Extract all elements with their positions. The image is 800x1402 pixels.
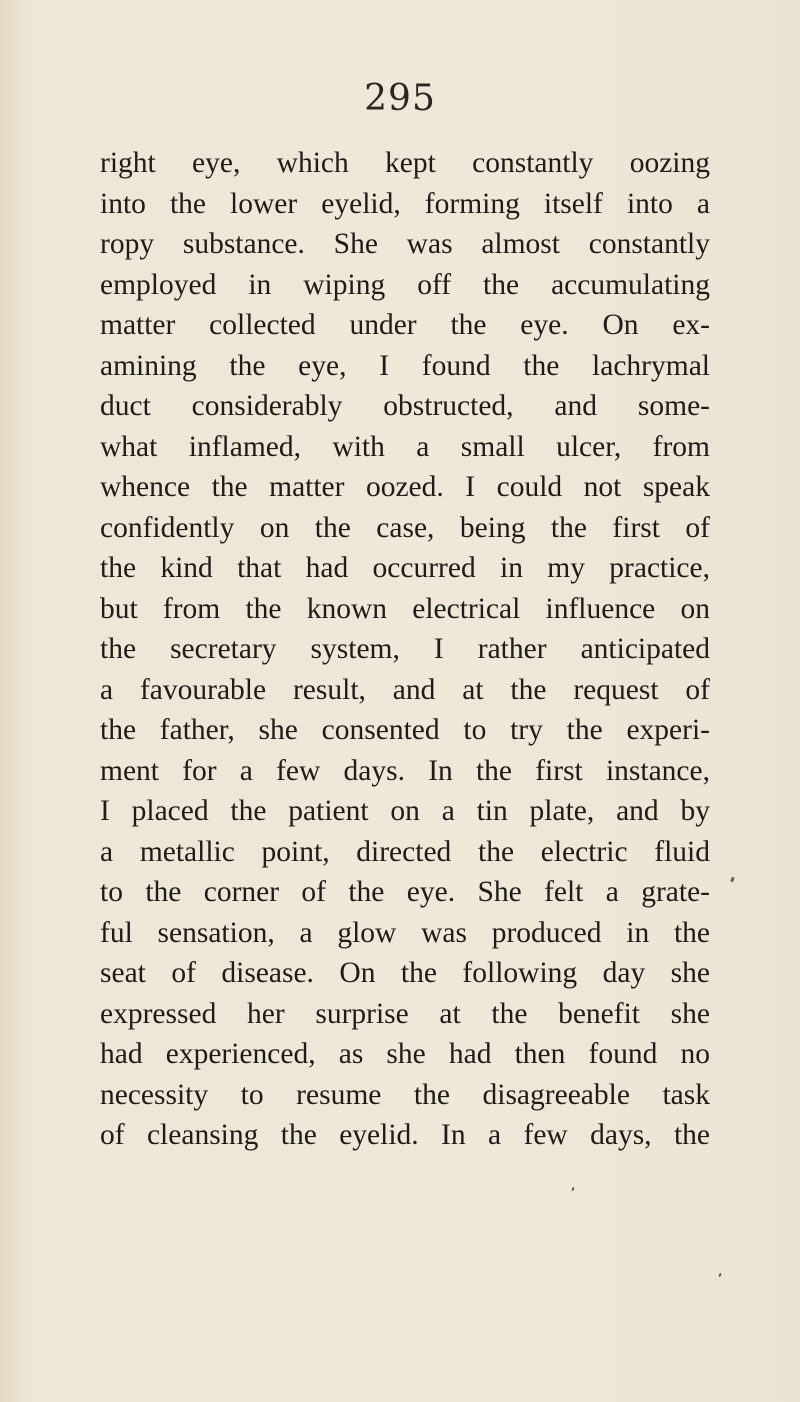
text-line: seat of disease. On the following day she (100, 957, 710, 989)
text-line: employed in wiping off the accumulating (100, 268, 710, 301)
text-line: the secretary system, I rather anticipated (100, 633, 710, 665)
text-line: the kind that had occurred in my practice, (100, 552, 710, 584)
paper-speck (718, 1273, 721, 1277)
text-line: amining the eye, I found the lachrymal (100, 349, 710, 382)
text-line: ment for a few days. In the first instance, (100, 754, 710, 787)
body-text (100, 143, 710, 1156)
text-line: the father, she consented to try the experi- (100, 714, 710, 746)
text-line: right eye, which kept constantly oozing (100, 147, 710, 179)
page-number: 295 (364, 78, 436, 119)
text-line: ful sensation, a glow was produced in the (100, 916, 710, 949)
text-line: duct considerably obstructed, and some- (100, 390, 710, 422)
text-line: but from the known electrical influence on (100, 592, 710, 625)
text-line: into the lower eyelid, forming itself into a (100, 187, 710, 220)
text-line: I placed the patient on a tin plate, and by (100, 795, 710, 827)
text-line: expressed her surprise at the benefit she (100, 997, 710, 1030)
paper-speck (571, 1187, 574, 1191)
text-line: ropy substance. She was almost constantly (100, 228, 710, 260)
paper-speck (730, 877, 735, 883)
text-line: confidently on the case, being the first of (100, 511, 710, 544)
text-line: matter collected under the eye. On ex- (100, 309, 710, 341)
text-line: had experienced, as she had then found no (100, 1038, 710, 1070)
text-line: whence the matter oozed. I could not speak (100, 471, 710, 503)
text-line: a metallic point, directed the electric fluid (100, 835, 710, 868)
text-line: to the corner of the eye. She felt a grate- (100, 876, 710, 908)
text-line: of cleansing the eyelid. In a few days, the (100, 1119, 710, 1151)
text-line: what inflamed, with a small ulcer, from (100, 430, 710, 463)
text-line: necessity to resume the disagreeable task (100, 1078, 710, 1111)
text-line: a favourable result, and at the request of (100, 673, 710, 706)
